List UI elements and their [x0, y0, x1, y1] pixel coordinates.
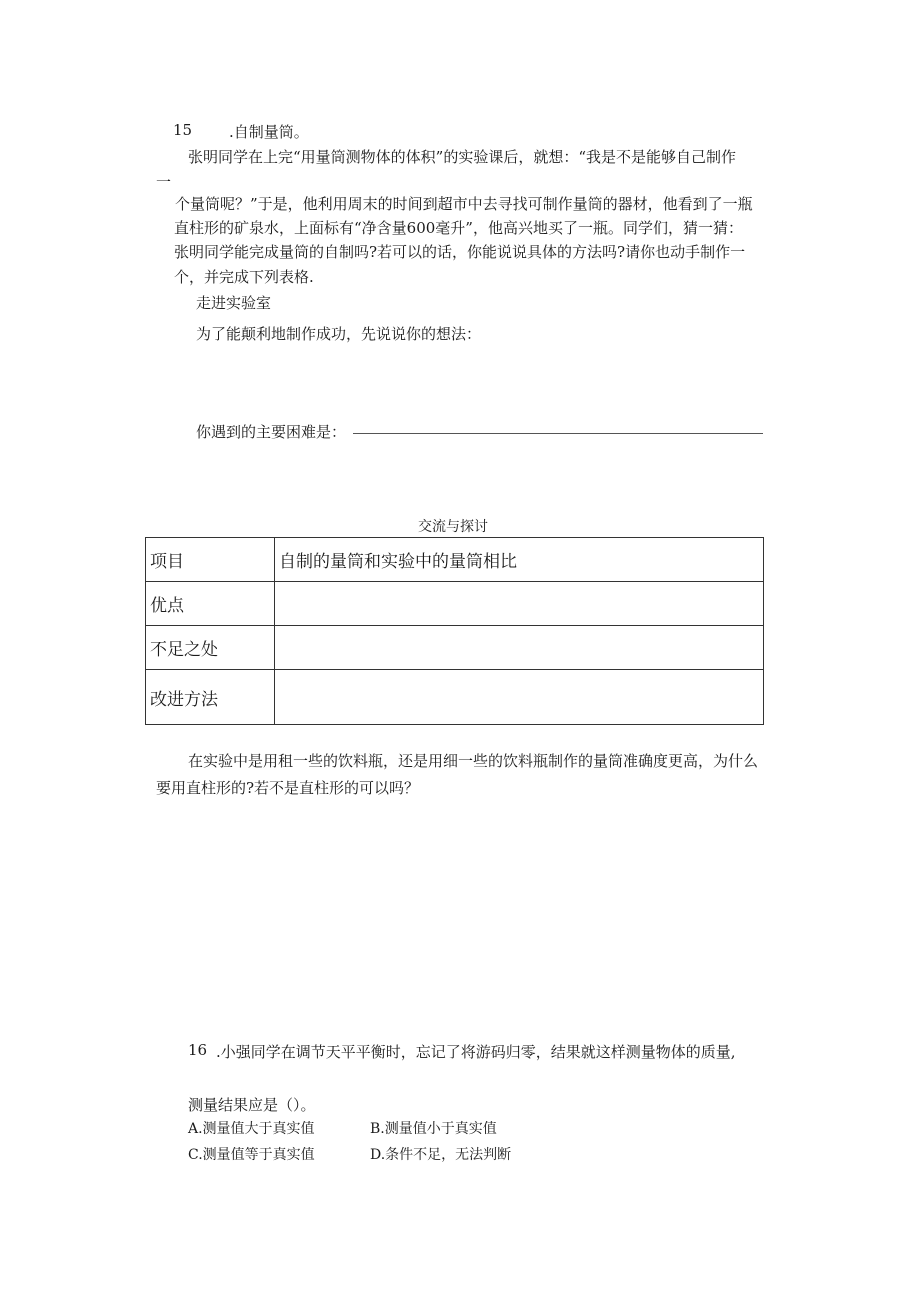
- row-content[interactable]: [275, 670, 764, 725]
- table-row: [146, 538, 764, 582]
- intro-line-2: 一: [156, 173, 172, 191]
- followup-line-1: 在实验中是用租一些的饮料瓶，还是用细一些的饮料瓶制作的量筒准确度更高，为什么: [188, 752, 759, 770]
- row-content[interactable]: [275, 582, 764, 626]
- intro-line-3: 个量筒呢？”于是，他利用周末的时间到超市中去寻找可制作量筒的器材，他看到了一瓶: [175, 195, 753, 213]
- lab-heading: 走进实验室: [196, 294, 272, 312]
- question-text: .小强同学在调节天平平衡时，忘记了将游码归零，结果就这样测量物体的质量,: [216, 1043, 736, 1061]
- row-label: 优点: [146, 582, 275, 626]
- question-number: 16: [188, 1041, 208, 1059]
- intro-line-6: 个，并完成下列表格.: [174, 268, 314, 286]
- row-label: 不足之处: [146, 626, 275, 670]
- intro-line-4: 直柱形的矿泉水，上面标有“净含量600毫升”，他高兴地买了一瓶。同学们，猜一猜：: [174, 219, 743, 237]
- question-title: .自制量筒。: [229, 123, 309, 141]
- answer-line[interactable]: [353, 433, 763, 434]
- comparison-table: [145, 537, 764, 725]
- question-prompt: 测量结果应是（）。: [188, 1096, 316, 1114]
- option-a[interactable]: A.测量值大于真实值: [188, 1121, 315, 1137]
- table-row: [146, 582, 764, 626]
- difficulty-prompt: 你遇到的主要困难是：: [196, 423, 347, 441]
- table-caption: 交流与探讨: [418, 519, 488, 535]
- intro-line-1: 张明同学在上完“用量筒测物体的体积”的实验课后，就想：“我是不是能够自己制作: [188, 148, 737, 166]
- table-row: [146, 670, 764, 725]
- option-c[interactable]: C.测量值等于真实值: [188, 1147, 315, 1163]
- table-row: [146, 626, 764, 670]
- idea-prompt: 为了能颠利地制作成功，先说说你的想法：: [196, 325, 482, 343]
- option-b[interactable]: B.测量值小于真实值: [370, 1121, 497, 1137]
- question-number: 15: [173, 121, 193, 139]
- intro-line-5: 张明同学能完成量筒的自制吗?若可以的话，你能说说具体的方法吗?请你也动手制作一: [174, 243, 746, 261]
- row-content: 自制的量筒和实验中的量筒相比: [275, 538, 764, 582]
- option-d[interactable]: D.条件不足，无法判断: [370, 1147, 512, 1163]
- followup-line-2: 要用直柱形的?若不是直柱形的可以吗？: [156, 779, 420, 797]
- row-label: 改进方法: [146, 670, 275, 725]
- row-content[interactable]: [275, 626, 764, 670]
- row-label: 项目: [146, 538, 275, 582]
